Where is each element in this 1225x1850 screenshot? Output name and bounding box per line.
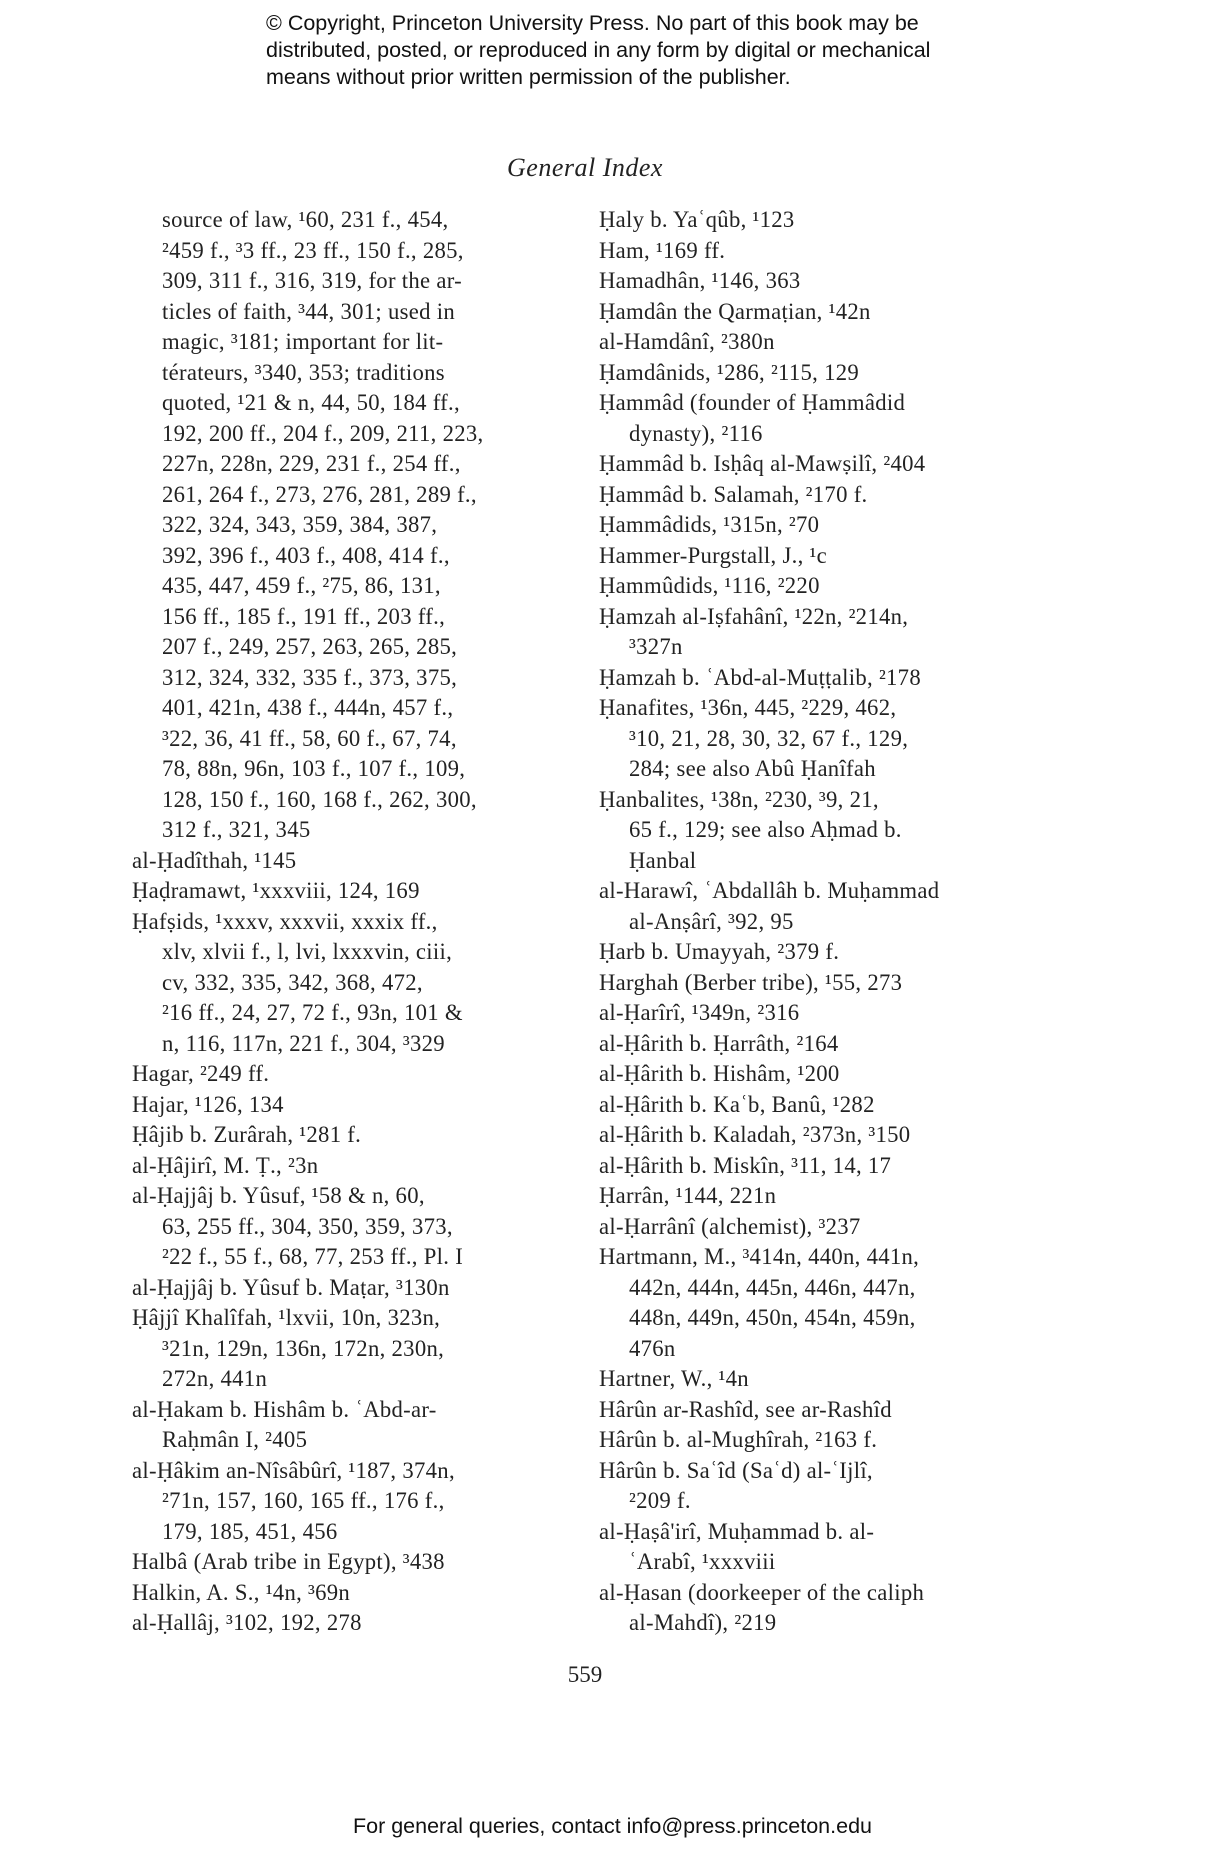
index-entry-line: Ḥammâd b. Salamah, ²170 f. [599,481,868,507]
index-entry-line: cv, 332, 335, 342, 368, 472, [162,969,423,995]
index-entry-line: al-Ḥadîthah, ¹145 [132,847,297,873]
index-entry-line: Ḥafṣids, ¹xxxv, xxxvii, xxxix ff., [132,908,438,934]
copyright-line: © Copyright, Princeton University Press. No part of this book may be [266,11,919,35]
index-entry-line: Ḥanafites, ¹36n, 445, ²229, 462, [599,695,897,720]
index-entry-line: al-Ḥakam b. Hishâm b. ʿAbd-ar- [132,1396,437,1422]
index-entry-line: 392, 396 f., 403 f., 408, 414 f., [162,542,450,568]
index-entry-line: 207 f., 249, 257, 263, 265, 285, [162,634,458,659]
index-entry-line: al-Ḥârith b. Kaladah, ²373n, ³150 [599,1122,911,1147]
index-entry-line: al-Ḥajjâj b. Yûsuf b. Maṭar, ³130n [132,1274,450,1300]
index-entry-line: magic, ³181; important for lit- [162,329,444,354]
copyright-line: means without prior written permission of the publisher. [266,65,791,89]
index-entry-line: 401, 421n, 438 f., 444n, 457 f., [162,695,454,720]
index-entry-line: al-Anṣârî, ³92, 95 [629,908,794,934]
index-entry-line: 156 ff., 185 f., 191 ff., 203 ff., [162,603,446,629]
index-entry-line: al-Ḥarîrî, ¹349n, ²316 [599,1000,800,1025]
index-entry-line: al-Ḥârith b. Hishâm, ¹200 [599,1061,840,1086]
index-entry-line: al-Harawî, ʿAbdallâh b. Muḥammad [599,878,940,903]
index-entry-line: Ḥamdânids, ¹286, ²115, 129 [599,359,860,385]
index-entry-line: Halbâ (Arab tribe in Egypt), ³438 [132,1549,445,1574]
index-entry-line: xlv, xlvii f., l, lvi, lxxxvin, ciii, [162,939,453,964]
index-entry-line: 476n [629,1335,676,1361]
index-column-right [599,205,1039,1639]
index-entry-line: Ḥanbalites, ¹38n, ²230, ³9, 21, [599,786,879,812]
index-entry-line: 448n, 449n, 450n, 454n, 459n, [629,1305,916,1330]
index-entry-line: ²22 f., 55 f., 68, 77, 253 ff., Pl. I [162,1244,464,1269]
index-entry-line: Ḥarb b. Umayyah, ²379 f. [599,939,840,964]
index-entry-line: Hârûn b. Saʿîd (Saʿd) al-ʿIjlî, [599,1457,873,1483]
index-entry-line: Ḥamdân the Qarmaṭian, ¹42n [599,298,871,324]
index-entry-line: al-Ḥajjâj b. Yûsuf, ¹58 & n, 60, [132,1183,425,1208]
index-entry-line: Ḥammâdids, ¹315n, ²70 [599,512,820,537]
index-entry-line: 179, 185, 451, 456 [162,1518,338,1544]
index-entry-line: Ḥamzah al-Iṣfahânî, ¹22n, ²214n, [599,603,909,629]
index-entry-line: al-Ḥâkim an-Nîsâbûrî, ¹187, 374n, [132,1457,455,1483]
index-entry-line: ³21n, 129n, 136n, 172n, 230n, [162,1335,445,1361]
copyright-line: distributed, posted, or reproduced in any form by digital or mechanical [266,38,931,62]
index-entry-line: al-Ḥâjirî, M. Ṭ., ²3n [132,1152,319,1178]
index-entry-line: Hamadhân, ¹146, 363 [599,268,801,293]
index-entry-line: Ḥâjib b. Zurârah, ¹281 f. [132,1122,362,1147]
index-entry-line: 63, 255 ff., 304, 350, 359, 373, [162,1213,453,1239]
index-entry-line: dynasty), ²116 [629,420,763,446]
index-entry-line: Ḥarrân, ¹144, 221n [599,1183,777,1208]
index-entry-line: 442n, 444n, 445n, 446n, 447n, [629,1274,916,1300]
index-entry-line: Ḥaly b. Yaʿqûb, ¹123 [599,207,795,232]
index-entry-line: al-Mahdî), ²219 [629,1610,777,1635]
index-entry-line: ticles of faith, ³44, 301; used in [162,298,455,324]
index-entry-line: 312, 324, 332, 335 f., 373, 375, [162,664,458,690]
page-number: 559 [567,1662,603,1687]
footer-contact: For general queries, contact info@press.princeton.edu [352,1814,872,1838]
index-entry-line: Hârûn b. al-Mughîrah, ²163 f. [599,1427,878,1452]
index-entry-line: ²209 f. [629,1488,691,1513]
index-entry-line: Hagar, ²249 ff. [132,1061,270,1086]
copyright-notice [266,10,1006,91]
index-entry-line: 284; see also Abû Ḥanîfah [629,756,876,781]
index-entry-line: Raḥmân I, ²405 [162,1427,308,1452]
index-entry-line: Hajar, ¹126, 134 [132,1091,284,1117]
index-entry-line: ³327n [629,634,683,659]
index-entry-line: 261, 264 f., 273, 276, 281, 289 f., [162,481,477,507]
index-column-left [132,205,572,1639]
index-entry-line: Halkin, A. S., ¹4n, ³69n [132,1579,351,1605]
index-entry-line: térateurs, ³340, 353; traditions [162,359,445,385]
index-entry-line: 309, 311 f., 316, 319, for the ar- [162,268,462,293]
index-entry-line: al-Ḥallâj, ³102, 192, 278 [132,1610,362,1635]
index-entry-line: al-Ḥarrânî (alchemist), ³237 [599,1213,861,1239]
index-entry-line: Ḥamzah b. ʿAbd-al-Muṭṭalib, ²178 [599,664,921,690]
index-entry-line: 312 f., 321, 345 [162,817,311,842]
index-entry-line: al-Hamdânî, ²380n [599,329,775,354]
index-entry-line: 272n, 441n [162,1366,268,1391]
index-entry-line: ²71n, 157, 160, 165 ff., 176 f., [162,1488,445,1513]
index-entry-line: ʿArabî, ¹xxxviii [629,1549,776,1574]
index-entry-line: Ḥammâd (founder of Ḥammâdid [599,390,906,415]
index-entry-line: Ḥâjjî Khalîfah, ¹lxvii, 10n, 323n, [132,1305,441,1330]
index-entry-line: Ham, ¹169 ff. [599,237,726,263]
index-entry-line: 78, 88n, 96n, 103 f., 107 f., 109, [162,756,466,781]
index-entry-line: Ḥanbal [629,847,697,873]
index-entry-line: 227n, 228n, 229, 231 f., 254 ff., [162,451,461,476]
running-head: General Index [507,153,663,182]
index-entry-line: Ḥaḍramawt, ¹xxxviii, 124, 169 [132,878,420,903]
index-entry-line: ²16 ff., 24, 27, 72 f., 93n, 101 & [162,1000,463,1025]
index-entry-line: ²459 f., ³3 ff., 23 ff., 150 f., 285, [162,237,464,263]
index-entry-line: al-Ḥasan (doorkeeper of the caliph [599,1579,925,1605]
index-entry-line: source of law, ¹60, 231 f., 454, [162,207,449,232]
index-entry-line: Hartner, W., ¹4n [599,1366,749,1391]
index-entry-line: ³22, 36, 41 ff., 58, 60 f., 67, 74, [162,725,457,751]
index-entry-line: Hartmann, M., ³414n, 440n, 441n, [599,1244,920,1269]
index-entry-line: al-Ḥârith b. Kaʿb, Banû, ¹282 [599,1091,875,1117]
index-entry-line: al-Ḥaṣâ'irî, Muḥammad b. al- [599,1518,875,1544]
index-entry-line: 128, 150 f., 160, 168 f., 262, 300, [162,786,477,812]
index-entry-line: Hammer-Purgstall, J., ¹c [599,542,827,568]
index-entry-line: n, 116, 117n, 221 f., 304, ³329 [162,1030,445,1056]
index-entry-line: Hârûn ar-Rashîd, see ar-Rashîd [599,1396,892,1422]
index-entry-line: Ḥammûdids, ¹116, ²220 [599,573,820,598]
index-entry-line: al-Ḥârith b. Ḥarrâth, ²164 [599,1030,839,1056]
index-entry-line: Harghah (Berber tribe), ¹55, 273 [599,969,903,995]
index-entry-line: 192, 200 ff., 204 f., 209, 211, 223, [162,420,484,446]
index-entry-line: 65 f., 129; see also Aḥmad b. [629,817,902,842]
index-entry-line: Ḥammâd b. Isḥâq al-Mawṣilî, ²404 [599,451,926,476]
index-entry-line: quoted, ¹21 & n, 44, 50, 184 ff., [162,390,460,415]
index-entry-line: ³10, 21, 28, 30, 32, 67 f., 129, [629,725,909,751]
index-entry-line: al-Ḥârith b. Miskîn, ³11, 14, 17 [599,1152,892,1178]
index-entry-line: 435, 447, 459 f., ²75, 86, 131, [162,573,441,598]
index-entry-line: 322, 324, 343, 359, 384, 387, [162,512,438,537]
